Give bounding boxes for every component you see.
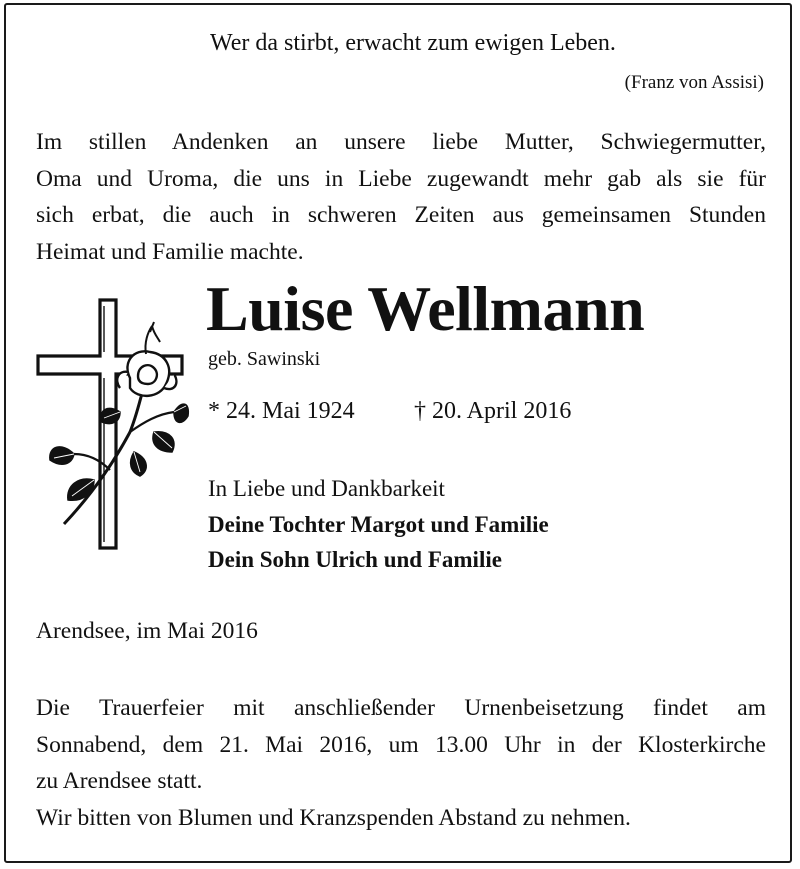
quote-text: Wer da stirbt, erwacht zum ewigen Leben. [210, 30, 616, 56]
ceremony-line: Sonnabend, dem 21. Mai 2016, um 13.00 Uhr in der Klosterkirche [36, 731, 766, 758]
ceremony-line: zu Arendsee statt. [36, 768, 203, 794]
mourner-family: Dein Sohn Ulrich und Familie [208, 547, 502, 572]
maiden-name: geb. Sawinski [208, 348, 321, 370]
intro-line: Oma und Uroma, die uns in Liebe zugewandt mehr gab als sie für [36, 165, 766, 192]
intro-line: Heimat und Familie machte. [36, 238, 304, 265]
quote-author: (Franz von Assisi) [624, 72, 764, 93]
deceased-name: Luise Wellmann [206, 273, 645, 344]
birth-date: * 24. Mai 1924 [208, 398, 355, 424]
mourners-intro: In Liebe und Dankbarkeit [208, 476, 445, 501]
ceremony-line: Wir bitten von Blumen und Kranzspenden Abstand zu nehmen. [36, 804, 631, 831]
cross-with-rose-icon [34, 292, 190, 556]
ceremony-paragraph [36, 690, 766, 836]
ceremony-line: Die Trauerfeier mit anschließender Urnenbeisetzung findet am [36, 695, 766, 721]
mourner-family: Deine Tochter Margot und Familie [208, 512, 549, 537]
intro-line: Im stillen Andenken an unsere liebe Mutter, Schwiegermutter, [36, 129, 766, 155]
intro-line: sich erbat, die auch in schweren Zeiten aus gemeinsamen Stunden [36, 202, 766, 228]
place-date: Arendsee, im Mai 2016 [36, 618, 258, 644]
death-date: † 20. April 2016 [414, 398, 572, 424]
intro-paragraph [36, 124, 766, 270]
